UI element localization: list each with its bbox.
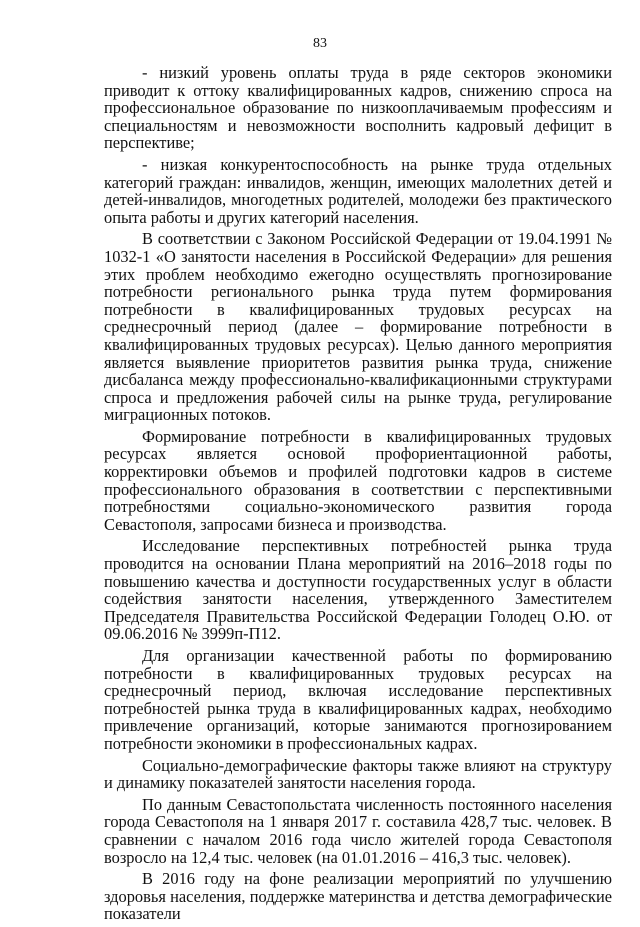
paragraph-organizations: Для организации качественной работы по формированию потребности в квалифицированных трудовых ресурсах на среднесрочный период, включая исследование перспективных потребностей рынка труда в квалифицированных кадрах, необходимо привлечение организаций, которые занимаются прогнозированием потребности экономики в профессиональных кадрах.	[104, 646, 612, 753]
paragraph-low-competitiveness: - низкая конкурентоспособность на рынке труда отдельных категорий граждан: инвалидов, женщин, имеющих малолетних детей и детей-инвалидов, многодетных родителей, молодежи без практического опыта работы и других категорий населения.	[104, 154, 612, 227]
paragraph-low-wages: - низкий уровень оплаты труда в ряде секторов экономики приводит к оттоку квалифицированных кадров, снижению спроса на профессиональное образование по низкооплачиваемым профессиям и специальностям и невозможности восполнить кадровый дефицит в перспективе;	[104, 63, 612, 153]
paragraph-employment-law: В соответствии с Законом Российской Федерации от 19.04.1991 № 1032-1 «О занятости населения в Российской Федерации» для решения этих проблем необходимо ежегодно осуществлять прогнозирование потребности регионального рынка труда путем формирования потребности в квалифицированных трудовых ресурсах на среднесрочный период (далее – формирование потребности в квалифицированных трудовых ресурсах). Целью данного мероприятия является выявление приоритетов развития рынка труда, снижение дисбаланса между профессионально-квалификационными структурами спроса и предложения рабочей силы на рынке труда, регулирование миграционных потоков.	[104, 229, 612, 425]
paragraph-demographic-factors: Социально-демографические факторы также влияют на структуру и динамику показателей занятости населения города.	[104, 755, 612, 793]
page-number: 83	[313, 36, 327, 51]
paragraph-labor-market-research: Исследование перспективных потребностей рынка труда проводится на основании Плана мероприятий на 2016–2018 годы по повышению качества и доступности государственных услуг в области содействия занятости населения, утвержденного Заместителем Председателя Правительства Российской Федерации Голодец О.Ю. от 09.06.2016 № 3999п-П12.	[104, 536, 612, 644]
paragraph-workforce-needs: Формирование потребности в квалифицированных трудовых ресурсах является основой профориентационной работы, корректировки объемов и профилей подготовки кадров в системе профессионального образования в соответствии с перспективными потребностями социально-экономического развития города Севастополя, запросами бизнеса и производства.	[104, 426, 612, 534]
paragraph-population: По данным Севастопольстата численность постоянного населения города Севастополя на 1 января 2017 г. составила 428,7 тыс. человек. В сравнении с началом 2016 года число жителей города Севастополя возросло на 12,4 тыс. человек (на 01.01.2016 – 416,3 тыс. человек).	[104, 794, 612, 867]
document-body	[104, 64, 612, 927]
paragraph-health-2016: В 2016 году на фоне реализации мероприятий по улучшению здоровья населения, поддержке материнства и детства демографические показатели	[104, 869, 612, 924]
